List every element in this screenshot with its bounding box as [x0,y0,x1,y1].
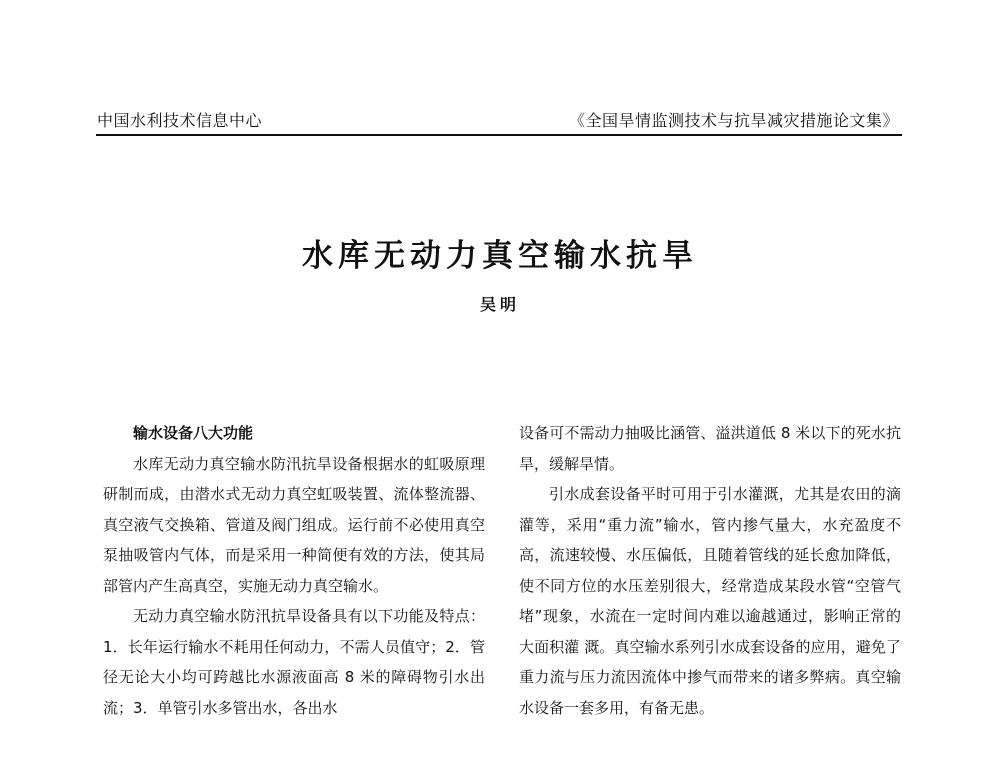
header-divider [96,134,902,136]
paragraph-2-continued: 设备可不需动力抽吸比涵管、溢洪道低 8 米以下的死水抗旱，缓解旱情。 [519,424,901,473]
paragraph-2: 无动力真空输水防汛抗旱设备具有以下功能及特点：1．长年运行输水不耗用任何动力，不需人员值守；2．管径无论大小均可跨越比水源液面高 8 米的障碍物引水出流；3．单管引水多管出水，各出水 [103,607,485,717]
paragraph-1: 水库无动力真空输水防汛抗旱设备根据水的虹吸原理研制而成，由潜水式无动力真空虹吸装置、流体整流器、真空液气交换箱、管道及阀门组成。运行前不必使用真空泵抽吸管内气体，而是采用一种简便有效的方法，使其局部管内产生高真空，实施无动力真空输水。 [103,454,485,595]
paragraph-3: 引水成套设备平时可用于引水灌溉，尤其是农田的滴灌等，采用“重力流”输水，管内掺气量大，水充盈度不高，流速较慢、水压偏低，且随着管线的延长愈加降低，使不同方位的水压差别很大，经常造成某段水管“空管气堵”现象，水流在一定时间内难以逾越通过，影响正常的大面积灌 溉。真空输水系列引水成套设备的应用，避免了重力流与压力流因流体中掺气而带来的诸多弊病。真空输水设备一套多用，有备无患。 [519,485,901,717]
right-column [519,418,901,723]
article-author: 吴明 [479,295,520,314]
section-heading: 输水设备八大功能 [133,424,254,442]
header-collection-title: 《全国旱情监测技术与抗旱减灾措施论文集》 [568,111,899,130]
left-column [103,418,485,723]
header-publisher: 中国水利技术信息中心 [97,111,263,130]
article-title: 水库无动力真空输水抗旱 [302,238,698,274]
